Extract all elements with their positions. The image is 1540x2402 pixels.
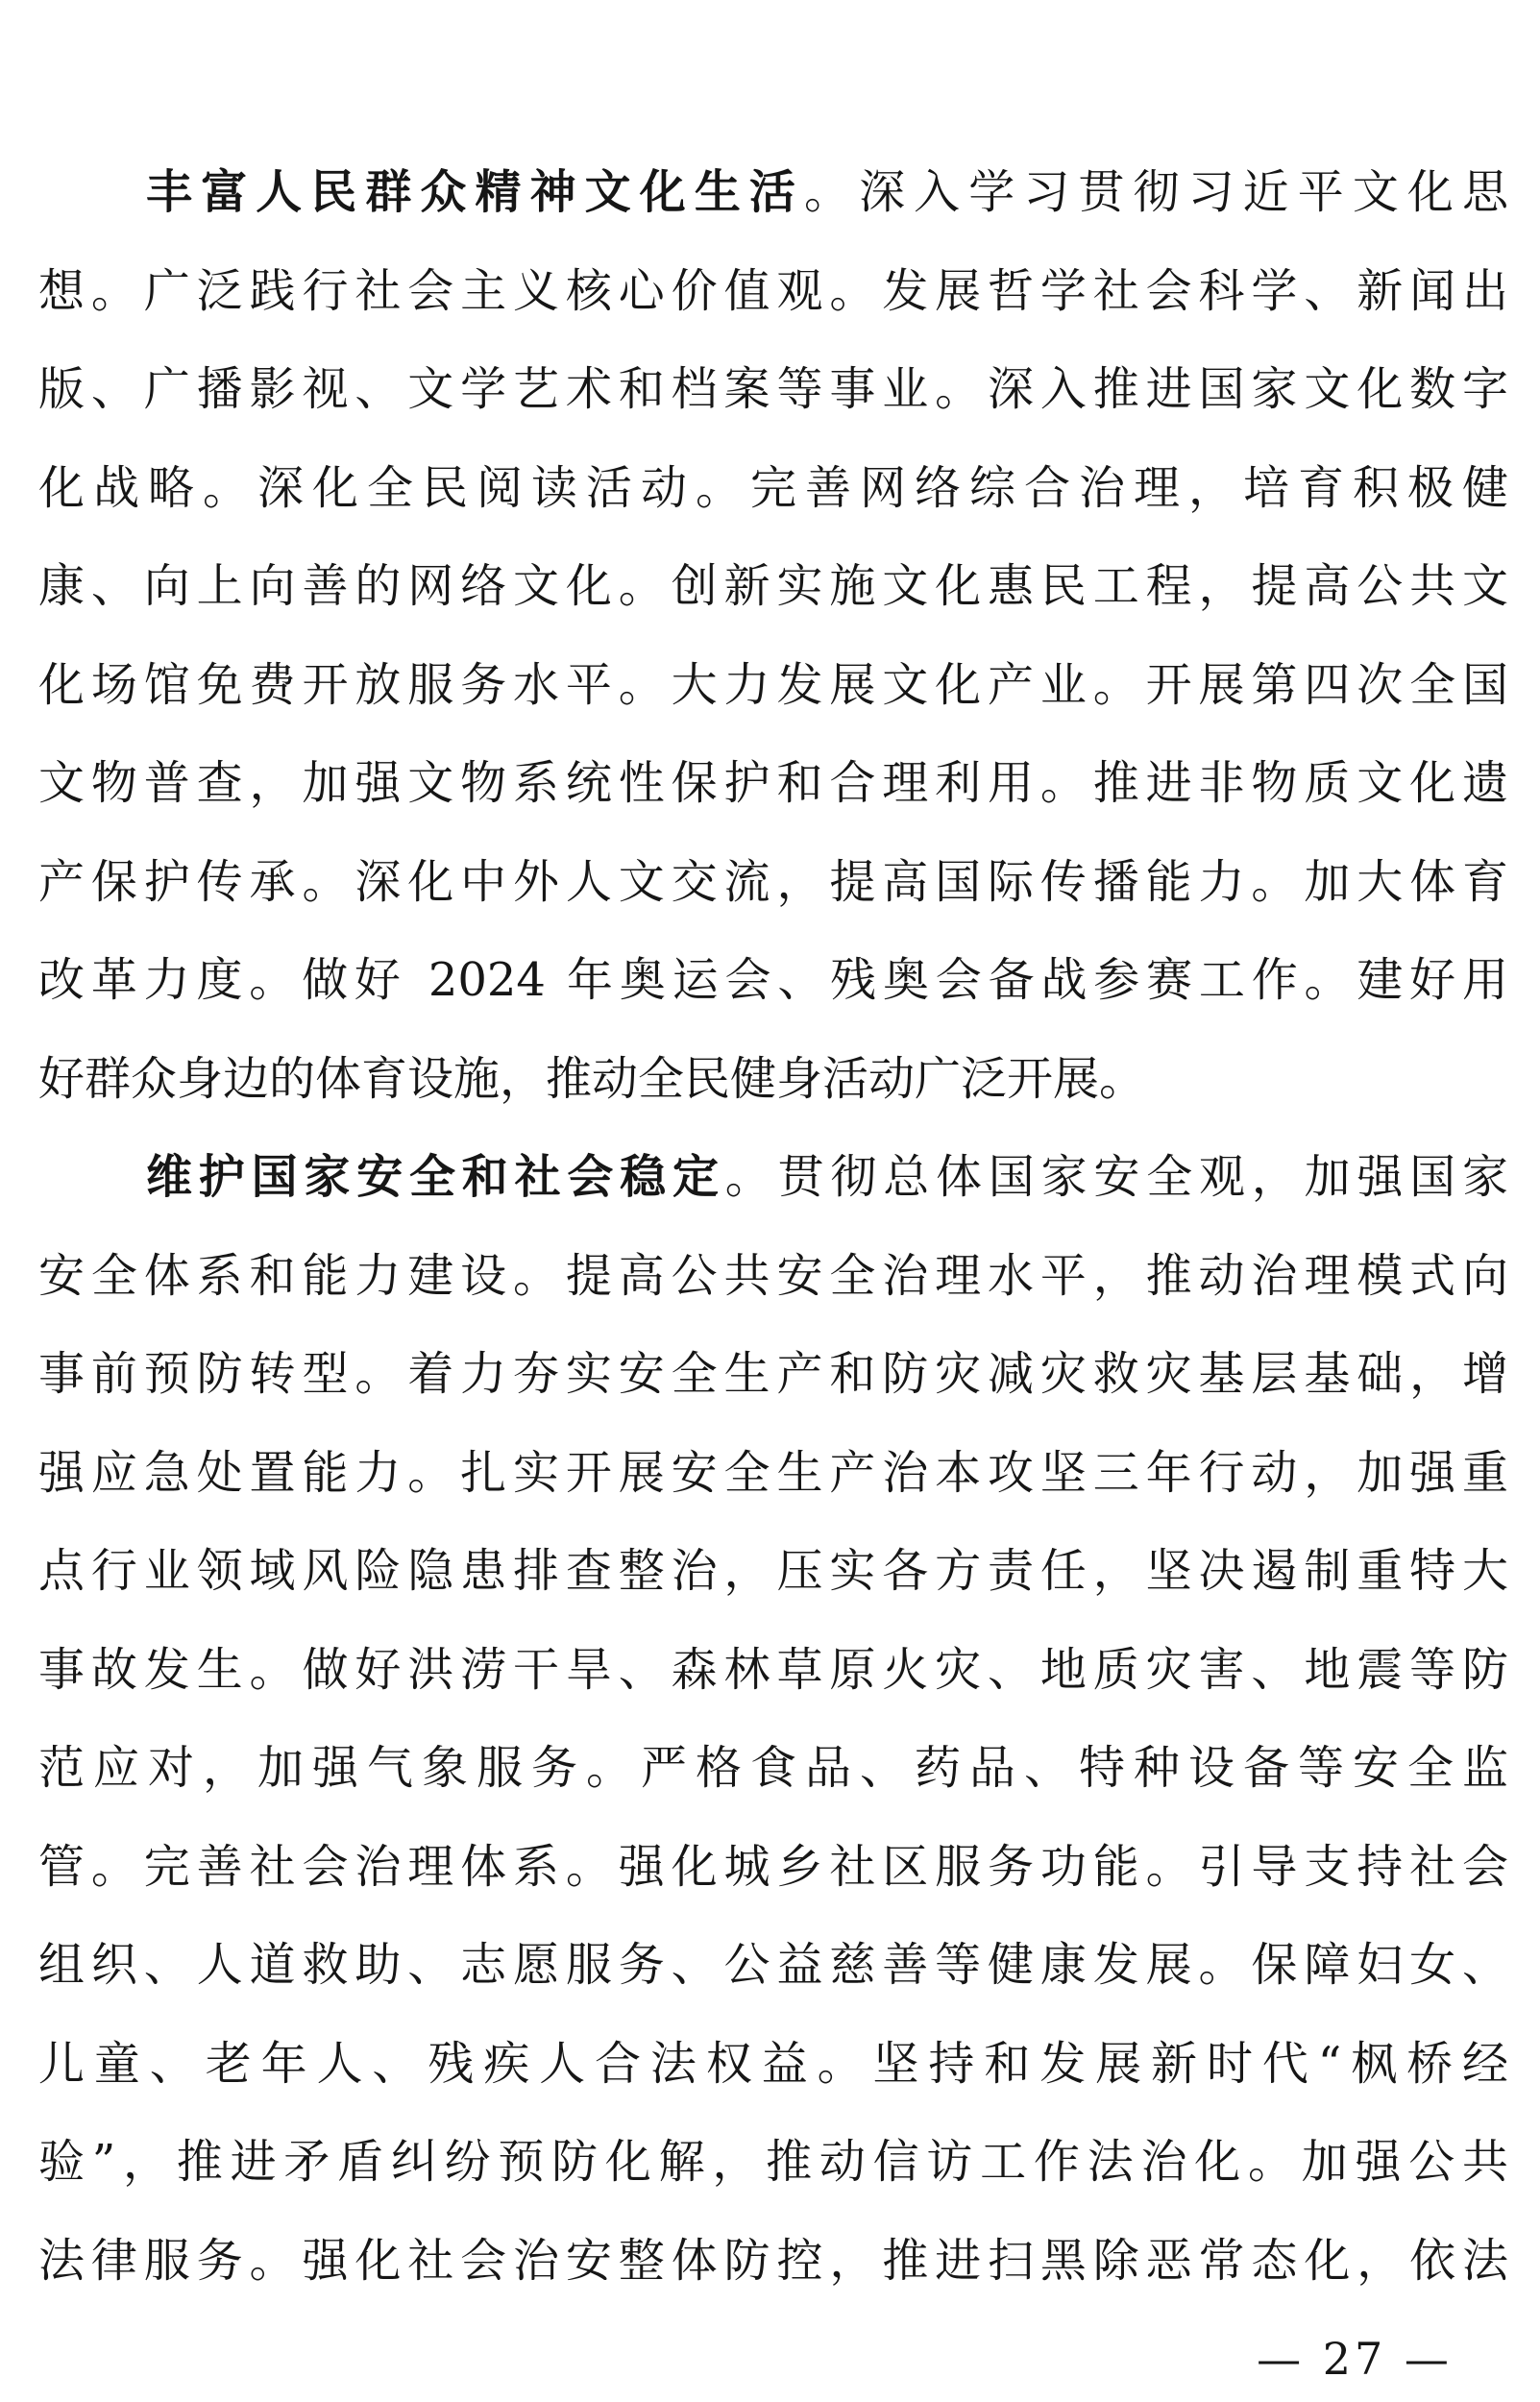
text-run: 。深入学习贯彻习近平文化思	[804, 165, 1508, 219]
text-line: 康、向上向善的网络文化。创新实施文化惠民工程，提高公共文	[38, 559, 1508, 613]
text-run: 。贯彻总体国家安全观，加强国家	[724, 1150, 1508, 1204]
text-line: 版、广播影视、文学艺术和档案等事业。深入推进国家文化数字	[38, 362, 1508, 416]
text-line	[38, 1128, 1508, 1227]
page-number: — 27 —	[1257, 2333, 1453, 2385]
text-line: 好群众身边的体育设施，推动全民健身活动广泛开展。	[38, 1051, 1146, 1106]
text-line: 化场馆免费开放服务水平。大力发展文化产业。开展第四次全国	[38, 657, 1508, 712]
text-line: 事前预防转型。着力夯实安全生产和防灾减灾救灾基层基础，增	[38, 1347, 1508, 1401]
text-line: 管。完善社会治理体系。强化城乡社区服务功能。引导支持社会	[38, 1839, 1508, 1894]
text-line: 范应对，加强气象服务。严格食品、药品、特种设备等安全监	[38, 1741, 1508, 1795]
paragraph-heading: 维护国家安全和社会稳定	[146, 1150, 725, 1204]
paragraph-security	[38, 1128, 1508, 2310]
text-line: 强应急处置能力。扎实开展安全生产治本攻坚三年行动，加强重	[38, 1445, 1508, 1500]
text-line: 想。广泛践行社会主义核心价值观。发展哲学社会科学、新闻出	[38, 263, 1508, 318]
text-line	[38, 143, 1508, 242]
text-line: 事故发生。做好洪涝干旱、森林草原火灾、地质灾害、地震等防	[38, 1642, 1508, 1697]
text-line: 儿童、老年人、残疾人合法权益。坚持和发展新时代“枫桥经	[38, 2036, 1508, 2091]
text-line: 文物普查，加强文物系统性保护和合理利用。推进非物质文化遗	[38, 756, 1508, 810]
text-line: 法律服务。强化社会治安整体防控，推进扫黑除恶常态化，依法	[38, 2233, 1508, 2288]
paragraph-culture	[38, 143, 1508, 1128]
text-line: 安全体系和能力建设。提高公共安全治理水平，推动治理模式向	[38, 1248, 1508, 1303]
text-line: 改革力度。做好 2024 年奥运会、残奥会备战参赛工作。建好用	[38, 953, 1508, 1007]
text-line: 点行业领域风险隐患排查整治，压实各方责任，坚决遏制重特大	[38, 1544, 1508, 1598]
text-line: 产保护传承。深化中外人文交流，提高国际传播能力。加大体育	[38, 854, 1508, 909]
text-line: 组织、人道救助、志愿服务、公益慈善等健康发展。保障妇女、	[38, 1938, 1508, 1992]
document-body	[38, 143, 1508, 2310]
text-line: 验”，推进矛盾纠纷预防化解，推动信访工作法治化。加强公共	[38, 2135, 1508, 2189]
paragraph-heading: 丰富人民群众精神文化生活	[146, 165, 804, 219]
text-line: 化战略。深化全民阅读活动。完善网络综合治理，培育积极健	[38, 460, 1508, 515]
